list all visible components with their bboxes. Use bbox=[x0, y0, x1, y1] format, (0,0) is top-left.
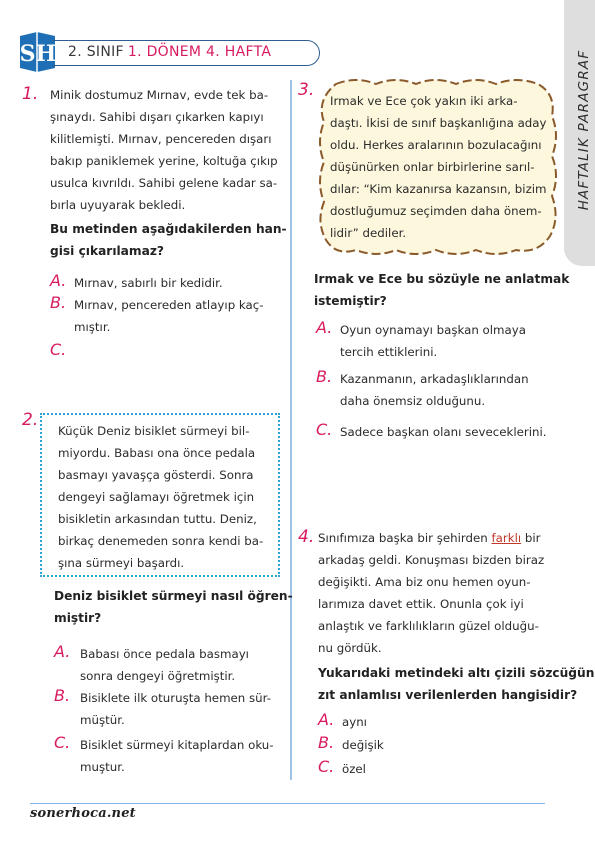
footer-divider bbox=[30, 803, 545, 804]
q1-text: Minik dostumuz Mırnav, evde tek ba- şınaydı. Sahibi dışarı çıkarken kapıyı kilitlemişti. Mırnav, pencereden dışarı bakıp paniklemek yerine, koltuğa çıkıp usulca kıvrıldı. Sahibi gelene kadar sa- bırla uyuyarak bekledi. bbox=[50, 88, 278, 212]
q1-question: Bu metinden aşağıdakilerden han- gisi çıkarılamaz? bbox=[50, 222, 287, 258]
q3-option-b-letter[interactable]: B. bbox=[316, 367, 333, 386]
q4-option-b-letter[interactable]: B. bbox=[318, 733, 335, 752]
q4-text: Sınıfımıza başka bir şehirden farklı bir arkadaş geldi. Konuşması bizden biraz değişikti. Ama biz onu hemen oyun- larımıza davet ettik. Onunla çok iyi anlaştık ve farklılıkların güzel olduğu- nu gördük. bbox=[318, 531, 545, 655]
q2-option-c[interactable]: Bisiklet sürmeyi kitaplardan oku- muştur. bbox=[80, 738, 274, 774]
q3-option-a[interactable]: Oyun oynamayı başkan olmaya tercih ettiklerini. bbox=[340, 323, 526, 359]
q4-number: 4. bbox=[298, 527, 315, 547]
q4-question: Yukarıdaki metindeki altı çizili sözcüğün zıt anlamlısı verilenlerden hangisidir? bbox=[318, 666, 595, 702]
q2-option-c-letter[interactable]: C. bbox=[54, 733, 71, 752]
q1-option-b[interactable]: Mırnav, pencereden atlayıp kaç- mıştır. bbox=[74, 298, 264, 334]
q4-option-b[interactable]: değişik bbox=[342, 738, 384, 752]
logo-text: SH bbox=[19, 41, 57, 67]
q2-question: Deniz bisiklet sürmeyi nasıl öğren- miştir? bbox=[54, 589, 293, 625]
column-divider bbox=[290, 80, 292, 780]
q1-option-a-letter[interactable]: A. bbox=[50, 271, 67, 290]
footer-brand: sonerhoca.net bbox=[30, 806, 136, 821]
q2-option-b-letter[interactable]: B. bbox=[54, 686, 71, 705]
grade-label: 2. SINIF bbox=[68, 44, 124, 60]
q4-option-a[interactable]: aynı bbox=[342, 715, 367, 729]
underlined-word: farklı bbox=[491, 531, 522, 545]
q1-option-c-letter[interactable]: C. bbox=[50, 340, 67, 359]
side-tab-label: HAFTALIK PARAGRAF bbox=[576, 49, 592, 211]
q1-number: 1. bbox=[22, 84, 39, 104]
q2-number: 2. bbox=[22, 410, 39, 430]
q3-option-a-letter[interactable]: A. bbox=[316, 318, 333, 337]
q1-option-a[interactable]: Mırnav, sabırlı bir kedidir. bbox=[74, 276, 223, 290]
q4-option-c[interactable]: özel bbox=[342, 762, 366, 776]
term-label: 1. DÖNEM 4. HAFTA bbox=[127, 44, 272, 60]
q4-option-a-letter[interactable]: A. bbox=[318, 710, 335, 729]
q2-option-a[interactable]: Babası önce pedala basmayı sonra dengeyi öğretmiştir. bbox=[80, 647, 249, 683]
q3-option-c[interactable]: Sadece başkan olanı seveceklerini. bbox=[340, 425, 547, 439]
q3-option-b[interactable]: Kazanmanın, arkadaşlıklarından daha önemsiz olduğunu. bbox=[340, 372, 529, 408]
q2-text: Küçük Deniz bisiklet sürmeyi bil- miyordu. Babası ona önce pedala basmayı yavaşça gösterdi. Sonra dengeyi sağlamayı öğretmek için bisikletin arkasından tuttu. Deniz, birkaç denemeden sonra kendi ba- şına sürmeyi başardı. bbox=[58, 424, 264, 570]
q3-text: Irmak ve Ece çok yakın iki arka- daştı. İkisi de sınıf başkanlığına aday oldu. Herkes aralarının bozulacağını düşünürken onlar birbirlerine sarıl- dılar: “Kim kazanırsa kazansın, bizim dostluğumuz seçimden daha önem- lidir” dediler. bbox=[330, 94, 547, 240]
q3-number: 3. bbox=[298, 80, 315, 100]
q3-option-c-letter[interactable]: C. bbox=[316, 420, 333, 439]
q3-question: Irmak ve Ece bu sözüyle ne anlatmak istemiştir? bbox=[314, 272, 570, 308]
q4-option-c-letter[interactable]: C. bbox=[318, 757, 335, 776]
q2-option-a-letter[interactable]: A. bbox=[54, 642, 71, 661]
header-title bbox=[68, 44, 271, 60]
q2-option-b[interactable]: Bisiklete ilk oturuşta hemen sür- müştür. bbox=[80, 691, 272, 727]
q1-option-b-letter[interactable]: B. bbox=[50, 293, 67, 312]
